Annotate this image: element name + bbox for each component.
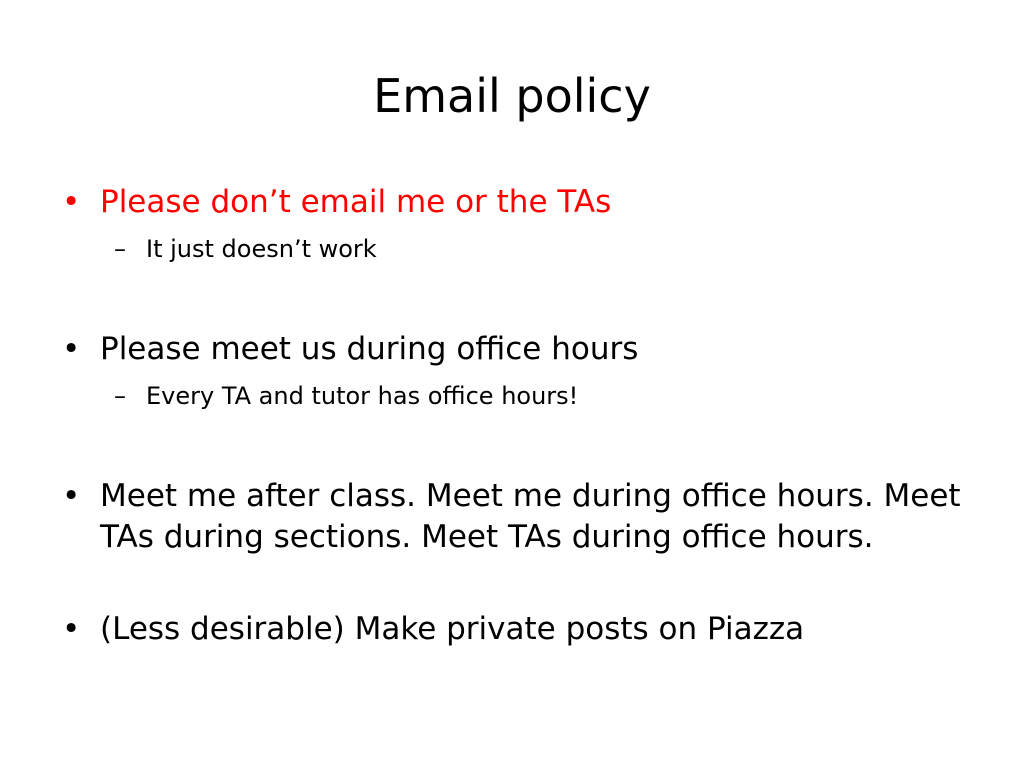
- sub-bullet-item-1: [114, 233, 974, 265]
- bullet-marker: •: [62, 331, 81, 367]
- bullet-item-2: [62, 329, 962, 370]
- bullet-marker: •: [62, 611, 81, 647]
- bullet-marker: •: [62, 184, 81, 220]
- bullet-text: Please don’t email me or the TAs: [100, 184, 612, 220]
- bullet-marker: •: [62, 478, 81, 514]
- sub-bullet-marker: –: [114, 235, 126, 263]
- sub-bullet-item-2: [114, 380, 974, 412]
- slide-title: Email policy: [373, 69, 651, 123]
- bullet-text: Please meet us during office hours: [100, 331, 639, 367]
- bullet-text: (Less desirable) Make private posts on Piazza: [100, 611, 805, 647]
- bullet-item-4: [62, 609, 962, 650]
- bullet-item-1: [62, 182, 962, 223]
- bullet-item-3: [62, 476, 962, 558]
- sub-bullet-text: It just doesn’t work: [146, 235, 377, 263]
- bullet-text: Meet me after class. Meet me during office hours. Meet TAs during sections. Meet TAs during office hours.: [100, 478, 961, 555]
- sub-bullet-marker: –: [114, 382, 126, 410]
- sub-bullet-text: Every TA and tutor has office hours!: [146, 382, 579, 410]
